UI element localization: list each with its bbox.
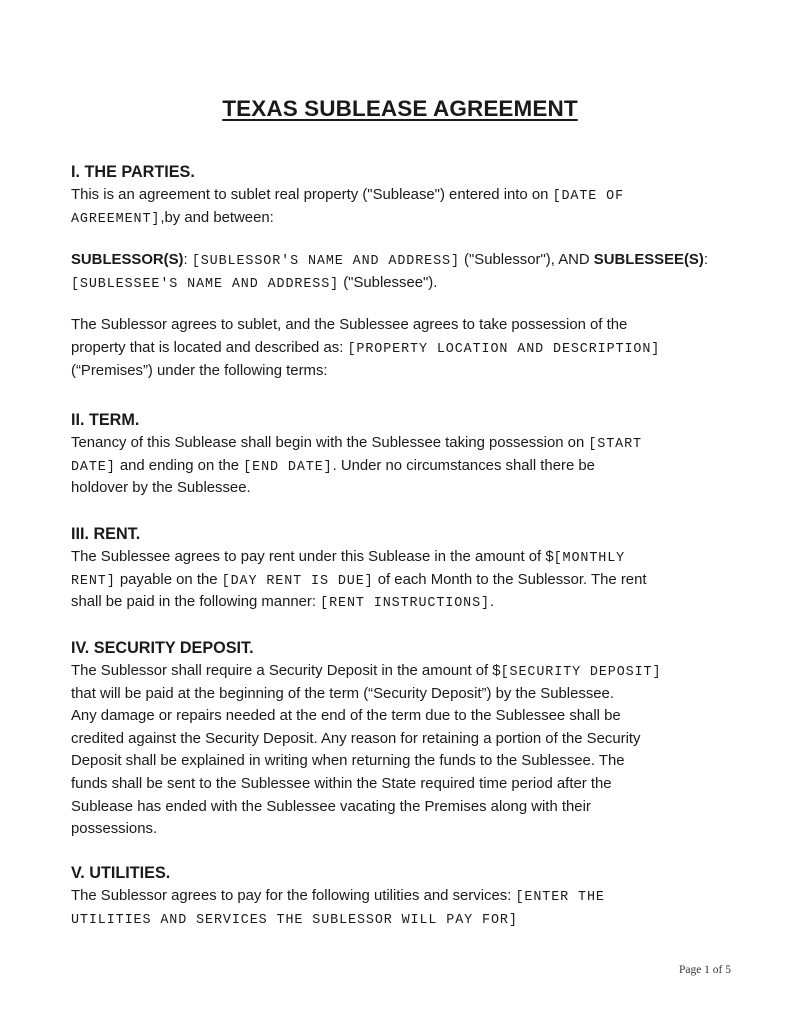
text: The Sublessor shall require a Security Deposit in the amount of $ xyxy=(71,663,501,679)
paragraph xyxy=(71,184,741,229)
placeholder-field: [SUBLESSOR'S NAME AND ADDRESS] xyxy=(191,254,460,270)
text-line: funds shall be sent to the Sublessee within the State required time period after the xyxy=(71,775,612,792)
text-line: credited against the Security Deposit. Any reason for retaining a portion of the Security xyxy=(71,730,641,747)
text-line: Deposit shall be explained in writing when returning the funds to the Sublessee. The xyxy=(71,753,625,770)
text: Tenancy of this Sublease shall begin with the Sublessee taking possession on xyxy=(71,435,585,451)
text-line xyxy=(71,432,741,455)
section-heading: I. THE PARTIES. xyxy=(71,163,195,181)
paragraph xyxy=(71,546,741,614)
document-title: TEXAS SUBLEASE AGREEMENT xyxy=(222,96,578,121)
placeholder-field: [PROPERTY LOCATION AND DESCRIPTION] xyxy=(347,341,661,357)
text-line xyxy=(71,546,741,569)
placeholder-field: [SECURITY DEPOSIT] xyxy=(500,665,662,680)
placeholder-field: [RENT INSTRUCTIONS] xyxy=(320,596,490,612)
text: ,by and between: xyxy=(160,209,274,226)
placeholder-field: [ENTER THE xyxy=(515,890,605,905)
text-line xyxy=(71,885,741,908)
text-line: Any damage or repairs needed at the end of the term due to the Sublessee shall be xyxy=(71,708,621,725)
text-line xyxy=(71,660,741,683)
text: : xyxy=(183,252,188,269)
section-heading: IV. SECURITY DEPOSIT. xyxy=(71,639,254,657)
text-line xyxy=(71,337,741,360)
placeholder-field: [DAY RENT IS DUE] xyxy=(221,573,374,589)
text: shall be paid in the following manner: xyxy=(71,594,317,611)
placeholder-field: [MONTHLY xyxy=(553,551,626,566)
text-line xyxy=(71,184,741,207)
sublessor-label: SUBLESSOR(S) xyxy=(71,252,184,269)
section-rent xyxy=(71,523,741,614)
text: This is an agreement to sublet real property ("Sublease") entered into on xyxy=(71,187,549,203)
text: ("Sublessor"), AND xyxy=(464,252,590,269)
text: ("Sublessee"). xyxy=(343,274,438,291)
placeholder-field: [SUBLESSEE'S NAME AND ADDRESS] xyxy=(71,276,340,292)
section-heading: V. UTILITIES. xyxy=(71,864,171,882)
placeholder-field: UTILITIES AND SERVICES THE SUBLESSOR WILL PAY FOR] xyxy=(71,912,518,928)
section-parties xyxy=(71,161,741,382)
text-line: (“Premises”) under the following terms: xyxy=(71,362,328,379)
text-line: that will be paid at the beginning of the term (“Security Deposit”) by the Sublessee. xyxy=(71,685,614,702)
section-utilities xyxy=(71,862,741,930)
paragraph xyxy=(71,660,741,841)
paragraph xyxy=(71,314,741,382)
text: . xyxy=(489,594,495,611)
section-heading: II. TERM. xyxy=(71,411,140,429)
text-line xyxy=(71,591,741,614)
text: and ending on the xyxy=(119,457,240,474)
text-line: Sublease has ended with the Sublessee vacating the Premises along with their xyxy=(71,798,591,815)
placeholder-field: DATE] xyxy=(71,459,116,475)
text-line: The Sublessor agrees to sublet, and the Sublessee agrees to take possession of the xyxy=(71,317,628,334)
text: of each Month to the Sublessor. The rent xyxy=(377,571,647,588)
text: . Under no circumstances shall there be xyxy=(332,457,595,474)
text-line xyxy=(71,207,741,230)
placeholder-field: [END DATE] xyxy=(243,459,333,475)
text-line xyxy=(71,908,741,931)
page-number: Page 1 of 5 xyxy=(678,964,731,976)
paragraph xyxy=(71,432,741,500)
text: The Sublessor agrees to pay for the following utilities and services: xyxy=(71,888,512,904)
paragraph xyxy=(71,885,741,930)
text-line: possessions. xyxy=(71,821,158,838)
text-line xyxy=(71,249,741,272)
text: The Sublessee agrees to pay rent under this Sublease in the amount of $ xyxy=(71,549,554,565)
text-line: holdover by the Sublessee. xyxy=(71,480,251,497)
text-line xyxy=(71,569,741,592)
placeholder-field: RENT] xyxy=(71,573,116,589)
placeholder-field: AGREEMENT] xyxy=(71,211,161,227)
text-line xyxy=(71,272,741,295)
section-heading: III. RENT. xyxy=(71,525,141,543)
section-term xyxy=(71,409,741,500)
text: payable on the xyxy=(119,571,218,588)
text: : xyxy=(703,252,708,269)
text-line xyxy=(71,455,741,478)
text: property that is located and described as: xyxy=(71,339,344,356)
sublessee-label: SUBLESSEE(S) xyxy=(593,252,704,269)
section-security-deposit xyxy=(71,637,741,841)
placeholder-field: [DATE OF xyxy=(552,189,625,204)
paragraph xyxy=(71,249,741,294)
placeholder-field: [START xyxy=(588,437,642,452)
